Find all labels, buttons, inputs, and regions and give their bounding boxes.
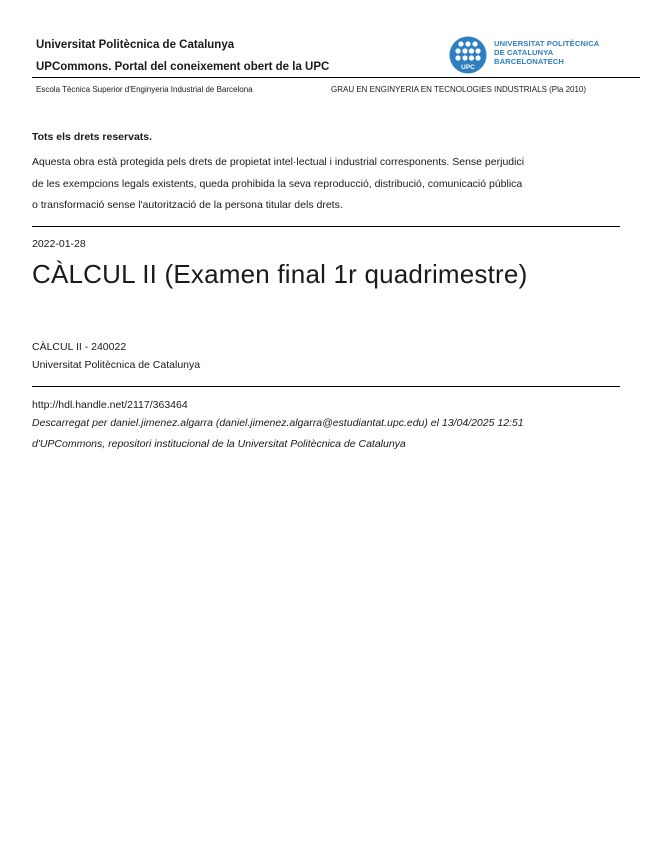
handle-link[interactable]: http://hdl.handle.net/2117/363464 <box>32 399 188 411</box>
section-divider <box>32 226 620 227</box>
section-divider <box>32 386 620 387</box>
document-university: Universitat Politècnica de Catalunya <box>32 359 201 371</box>
rights-notice <box>32 152 612 217</box>
logo-line-2: DE CATALUNYA <box>494 48 554 58</box>
school-name: Escola Tècnica Superior d'Enginyeria Industrial de Barcelona <box>36 85 253 94</box>
course-code: CÀLCUL II - 240022 <box>32 341 127 353</box>
rights-title: Tots els drets reservats. <box>32 131 153 143</box>
document-title: CÀLCUL II (Examen final 1r quadrimestre) <box>32 259 528 289</box>
repository-info: d'UPCommons, repositori institucional de la Universitat Politècnica de Catalunya <box>32 438 406 450</box>
rights-line: de les exempcions legals existents, queda prohibida la seva reproducció, distribució, comunicació pública <box>32 177 523 190</box>
logo-line-3: BARCELONATECH <box>494 57 564 67</box>
upc-logo-icon <box>449 36 487 74</box>
institution-name: Universitat Politècnica de Catalunya <box>36 39 235 51</box>
download-info: Descarregat per daniel.jimenez.algarra (daniel.jimenez.algarra@estudiantat.upc.edu) el 13/04/2025 12:51 <box>32 417 524 429</box>
rights-line: o transformació sense l'autorització de la persona titular dels drets. <box>32 199 343 211</box>
upc-logo <box>449 36 639 76</box>
upc-logo-mark: UPC <box>461 64 475 71</box>
logo-line-1: UNIVERSITAT POLITÈCNICA <box>494 39 600 48</box>
upc-logo-wordmark <box>494 39 599 67</box>
portal-name: UPCommons. Portal del coneixement obert de la UPC <box>36 61 330 73</box>
degree-name: GRAU EN ENGINYERIA EN TECNOLOGIES INDUSTRIALS (Pla 2010) <box>331 85 587 94</box>
header-divider <box>32 77 640 78</box>
document-date: 2022-01-28 <box>32 238 86 250</box>
rights-line: Aquesta obra està protegida pels drets de propietat intel·lectual i industrial corresponents. Sense perjudici <box>32 156 525 168</box>
